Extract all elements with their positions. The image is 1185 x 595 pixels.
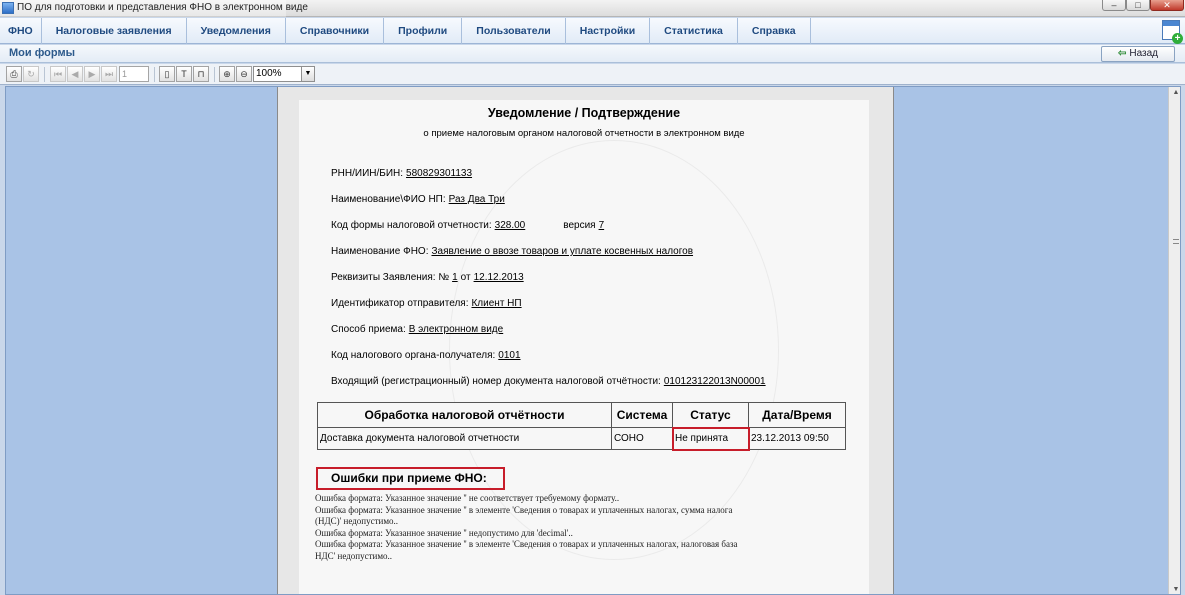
scroll-up-icon[interactable]: ▲ bbox=[1172, 89, 1180, 96]
section-header bbox=[0, 45, 1185, 63]
zoom-in-icon[interactable]: ⊕ bbox=[219, 66, 235, 82]
field-value: Раз Два Три bbox=[448, 194, 505, 205]
field-fno-name bbox=[331, 246, 693, 257]
menu-item-help[interactable]: Справка bbox=[738, 18, 811, 44]
first-page-icon[interactable]: ⏮ bbox=[50, 66, 66, 82]
field-label: Способ приема: bbox=[331, 324, 406, 335]
field-label: РНН/ИИН/БИН: bbox=[331, 168, 404, 179]
add-form-icon[interactable] bbox=[1162, 20, 1180, 40]
field-label: версия bbox=[563, 220, 596, 231]
field-name bbox=[331, 194, 505, 205]
error-line: Ошибка формата: Указанное значение '' в элементе 'Сведения о товарах и уплаченных налогах, сумма налога bbox=[315, 504, 733, 515]
field-label: Код формы налоговой отчетности: bbox=[331, 220, 492, 231]
menu-item-directories[interactable]: Справочники bbox=[286, 18, 384, 44]
field-method bbox=[331, 324, 503, 335]
table-cell: 23.12.2013 09:50 bbox=[749, 428, 846, 450]
status-cell: Не принята bbox=[673, 428, 749, 450]
chevron-down-icon[interactable]: ▼ bbox=[301, 67, 314, 81]
error-line: Ошибка формата: Указанное значение '' не соответствует требуемому формату.. bbox=[315, 493, 620, 503]
field-form-code bbox=[331, 220, 604, 231]
close-button[interactable]: ✕ bbox=[1150, 0, 1184, 11]
field-label: Входящий (регистрационный) номер документа налоговой отчётности: bbox=[331, 376, 661, 387]
field-incoming-number bbox=[331, 376, 766, 387]
error-line: (НДС)' недопустимо.. bbox=[315, 516, 399, 526]
error-line: Ошибка формата: Указанное значение '' в элементе 'Сведения о товарах и уплаченных налогах, налоговая база bbox=[315, 539, 738, 549]
next-page-icon[interactable]: ▶ bbox=[84, 66, 100, 82]
toolbar-divider bbox=[44, 67, 45, 82]
fit-view-icon[interactable]: ⊓ bbox=[193, 66, 209, 82]
menu-item-settings[interactable]: Настройки bbox=[566, 18, 650, 44]
field-value: В электронном виде bbox=[408, 324, 504, 335]
app-icon bbox=[2, 2, 14, 14]
field-value: 1 bbox=[452, 272, 458, 283]
field-value: 0101 bbox=[498, 350, 521, 361]
page-number-input[interactable]: 1 bbox=[119, 66, 149, 82]
report-viewer bbox=[5, 86, 1181, 595]
menu-item-profiles[interactable]: Профили bbox=[384, 18, 462, 44]
menu-item-tax-applications[interactable]: Налоговые заявления bbox=[42, 18, 187, 44]
table-cell: СОНО bbox=[612, 428, 673, 450]
menu-item-fno[interactable]: ФНО bbox=[0, 18, 42, 44]
document-subtitle: о приеме налоговым органом налоговой отчетности в электронном виде bbox=[423, 128, 745, 139]
error-line: НДС' недопустимо.. bbox=[315, 550, 393, 561]
zoom-value: 100% bbox=[256, 68, 282, 79]
back-button[interactable] bbox=[1101, 46, 1175, 62]
toolbar-divider bbox=[154, 67, 155, 82]
viewer-toolbar bbox=[0, 64, 1185, 85]
table-header: Дата/Время bbox=[749, 403, 846, 428]
field-value: 7 bbox=[598, 220, 605, 231]
field-label: Наименование\ФИО НП: bbox=[331, 194, 446, 205]
field-application bbox=[331, 272, 524, 283]
field-label: от bbox=[460, 272, 471, 283]
window-titlebar bbox=[0, 0, 1185, 17]
field-value: 12.12.2013 bbox=[473, 272, 524, 283]
errors-title: Ошибки при приеме ФНО: bbox=[316, 467, 505, 490]
field-value: Заявление о ввозе товаров и уплате косвенных налогов bbox=[431, 246, 694, 257]
last-page-icon[interactable]: ⏭ bbox=[101, 66, 117, 82]
document-page bbox=[299, 100, 869, 595]
field-label: Наименование ФНО: bbox=[331, 246, 429, 257]
refresh-icon[interactable]: ↻ bbox=[23, 66, 39, 82]
field-value: 010123122013N00001 bbox=[663, 376, 766, 387]
vertical-scrollbar[interactable] bbox=[1168, 87, 1181, 595]
field-value: 580829301133 bbox=[406, 168, 473, 179]
error-line: Ошибка формата: Указанное значение '' недопустимо для 'decimal'.. bbox=[315, 527, 573, 538]
table-row bbox=[318, 428, 846, 450]
prev-page-icon[interactable]: ◀ bbox=[67, 66, 83, 82]
menu-item-users[interactable]: Пользователи bbox=[462, 18, 565, 44]
field-label: Идентификатор отправителя: bbox=[331, 298, 469, 309]
print-icon[interactable]: ⎙ bbox=[6, 66, 22, 82]
field-value: Клиент НП bbox=[471, 298, 522, 309]
maximize-button[interactable]: □ bbox=[1126, 0, 1150, 11]
processing-table bbox=[317, 402, 846, 450]
field-sender bbox=[331, 298, 522, 309]
field-label: Код налогового органа-получателя: bbox=[331, 350, 496, 361]
field-value: 328.00 bbox=[494, 220, 526, 231]
menu-item-notifications[interactable]: Уведомления bbox=[187, 18, 286, 44]
zoom-select[interactable] bbox=[253, 66, 315, 82]
back-arrow-icon: ⇦ bbox=[1117, 48, 1127, 59]
table-header: Система bbox=[612, 403, 673, 428]
field-rnn bbox=[331, 168, 472, 179]
scroll-grip[interactable] bbox=[1173, 239, 1179, 244]
toolbar-divider bbox=[214, 67, 215, 82]
table-header: Обработка налоговой отчётности bbox=[318, 403, 612, 428]
main-menu bbox=[0, 18, 1185, 44]
table-header-row bbox=[318, 403, 846, 428]
menu-item-statistics[interactable]: Статистика bbox=[650, 18, 738, 44]
field-label: Реквизиты Заявления: № bbox=[331, 272, 450, 283]
page-title: Мои формы bbox=[9, 47, 76, 59]
window-title: ПО для подготовки и представления ФНО в электронном виде bbox=[17, 2, 308, 13]
page-view-icon[interactable]: ▯ bbox=[159, 66, 175, 82]
zoom-out-icon[interactable]: ⊖ bbox=[236, 66, 252, 82]
scroll-down-icon[interactable]: ▼ bbox=[1172, 586, 1180, 593]
table-header: Статус bbox=[673, 403, 749, 428]
table-cell: Доставка документа налоговой отчетности bbox=[318, 428, 612, 450]
minimize-button[interactable]: – bbox=[1102, 0, 1126, 11]
text-view-icon[interactable]: T bbox=[176, 66, 192, 82]
document-title: Уведомление / Подтверждение bbox=[487, 106, 681, 120]
errors-list bbox=[315, 493, 805, 562]
back-button-label: Назад bbox=[1129, 48, 1159, 59]
field-tax-org bbox=[331, 350, 521, 361]
